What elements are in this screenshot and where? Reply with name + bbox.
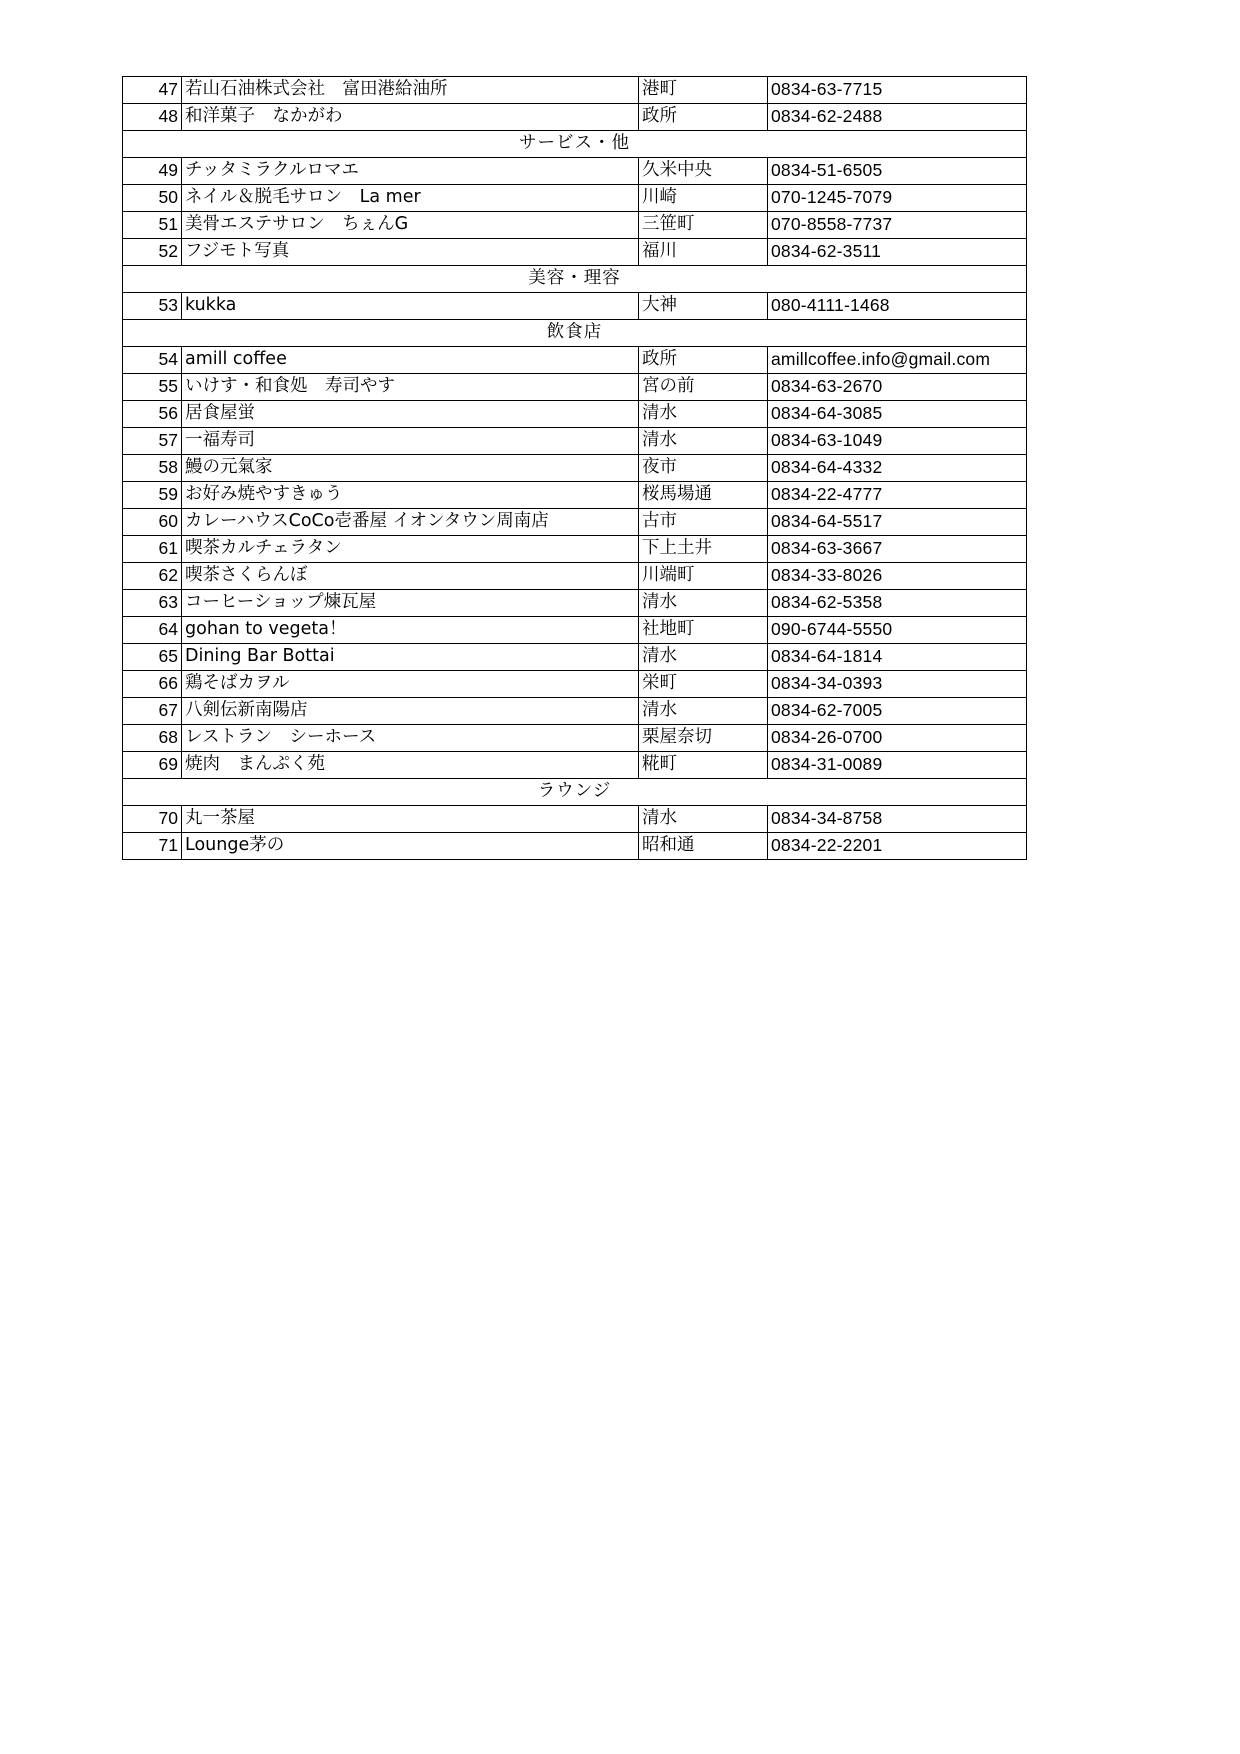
business-name: フジモト写真 — [182, 239, 639, 266]
business-name: いけす・和食処 寿司やす — [182, 374, 639, 401]
section-header-row — [123, 779, 1027, 806]
business-area: 栄町 — [639, 671, 768, 698]
business-name: Lounge茅の — [182, 833, 639, 860]
business-listing-table — [122, 76, 1027, 860]
section-header-label: ラウンジ — [123, 779, 1027, 806]
row-number: 49 — [123, 158, 182, 185]
business-contact: 0834-63-3667 — [768, 536, 1027, 563]
row-number: 51 — [123, 212, 182, 239]
business-name: 和洋菓子 なかがわ — [182, 104, 639, 131]
table-row — [123, 212, 1027, 239]
section-header-label: サービス・他 — [123, 131, 1027, 158]
business-contact: amillcoffee.info@gmail.com — [768, 347, 1027, 374]
table-row — [123, 833, 1027, 860]
row-number: 65 — [123, 644, 182, 671]
table-row — [123, 536, 1027, 563]
business-area: 福川 — [639, 239, 768, 266]
business-contact: 080-4111-1468 — [768, 293, 1027, 320]
business-contact: 0834-64-1814 — [768, 644, 1027, 671]
table-row — [123, 698, 1027, 725]
business-contact: 0834-51-6505 — [768, 158, 1027, 185]
business-name: 丸一茶屋 — [182, 806, 639, 833]
table-row — [123, 185, 1027, 212]
table-row — [123, 806, 1027, 833]
business-contact: 0834-62-5358 — [768, 590, 1027, 617]
business-name: amill coffee — [182, 347, 639, 374]
business-contact: 0834-33-8026 — [768, 563, 1027, 590]
row-number: 71 — [123, 833, 182, 860]
row-number: 58 — [123, 455, 182, 482]
business-contact: 0834-63-2670 — [768, 374, 1027, 401]
business-name: 喫茶さくらんぼ — [182, 563, 639, 590]
row-number: 66 — [123, 671, 182, 698]
business-area: 清水 — [639, 401, 768, 428]
table-row — [123, 644, 1027, 671]
business-contact: 070-8558-7737 — [768, 212, 1027, 239]
table-row — [123, 347, 1027, 374]
business-contact: 0834-34-0393 — [768, 671, 1027, 698]
section-header-label: 飲食店 — [123, 320, 1027, 347]
business-area: 糀町 — [639, 752, 768, 779]
table-row — [123, 401, 1027, 428]
business-contact: 0834-31-0089 — [768, 752, 1027, 779]
business-contact: 0834-22-4777 — [768, 482, 1027, 509]
business-contact: 0834-34-8758 — [768, 806, 1027, 833]
business-area: 社地町 — [639, 617, 768, 644]
business-name: 焼肉 まんぷく苑 — [182, 752, 639, 779]
business-area: 港町 — [639, 77, 768, 104]
row-number: 62 — [123, 563, 182, 590]
business-name: カレーハウスCoCo壱番屋 イオンタウン周南店 — [182, 509, 639, 536]
row-number: 61 — [123, 536, 182, 563]
business-name: チッタミラクルロマエ — [182, 158, 639, 185]
business-area: 桜馬場通 — [639, 482, 768, 509]
row-number: 48 — [123, 104, 182, 131]
business-contact: 090-6744-5550 — [768, 617, 1027, 644]
table-row — [123, 671, 1027, 698]
business-area: 川端町 — [639, 563, 768, 590]
business-name: ネイル＆脱毛サロン La mer — [182, 185, 639, 212]
table-row — [123, 617, 1027, 644]
row-number: 47 — [123, 77, 182, 104]
table-row — [123, 482, 1027, 509]
row-number: 57 — [123, 428, 182, 455]
business-area: 昭和通 — [639, 833, 768, 860]
table-row — [123, 239, 1027, 266]
business-area: 三笹町 — [639, 212, 768, 239]
business-name: 美骨エステサロン ちぇんG — [182, 212, 639, 239]
table-row — [123, 104, 1027, 131]
table-row — [123, 374, 1027, 401]
business-area: 宮の前 — [639, 374, 768, 401]
row-number: 68 — [123, 725, 182, 752]
business-area: 政所 — [639, 347, 768, 374]
business-name: gohan to vegeta！ — [182, 617, 639, 644]
business-contact: 0834-63-1049 — [768, 428, 1027, 455]
business-name: 一福寿司 — [182, 428, 639, 455]
business-area: 清水 — [639, 590, 768, 617]
row-number: 70 — [123, 806, 182, 833]
row-number: 56 — [123, 401, 182, 428]
table-row — [123, 590, 1027, 617]
business-name: 若山石油株式会社 富田港給油所 — [182, 77, 639, 104]
business-name: 喫茶カルチェラタン — [182, 536, 639, 563]
section-header-row — [123, 266, 1027, 293]
business-contact: 0834-63-7715 — [768, 77, 1027, 104]
row-number: 69 — [123, 752, 182, 779]
business-contact: 0834-62-2488 — [768, 104, 1027, 131]
business-contact: 0834-64-3085 — [768, 401, 1027, 428]
row-number: 63 — [123, 590, 182, 617]
business-area: 下上土井 — [639, 536, 768, 563]
row-number: 54 — [123, 347, 182, 374]
business-name: 八剣伝新南陽店 — [182, 698, 639, 725]
table-row — [123, 509, 1027, 536]
business-area: 清水 — [639, 806, 768, 833]
business-area: 清水 — [639, 644, 768, 671]
business-contact: 0834-22-2201 — [768, 833, 1027, 860]
business-area: 清水 — [639, 698, 768, 725]
business-contact: 0834-64-4332 — [768, 455, 1027, 482]
business-area: 川崎 — [639, 185, 768, 212]
section-header-row — [123, 320, 1027, 347]
business-contact: 0834-62-7005 — [768, 698, 1027, 725]
business-contact: 0834-26-0700 — [768, 725, 1027, 752]
row-number: 67 — [123, 698, 182, 725]
table-row — [123, 77, 1027, 104]
business-contact: 0834-62-3511 — [768, 239, 1027, 266]
table-row — [123, 563, 1027, 590]
business-area: 政所 — [639, 104, 768, 131]
section-header-row — [123, 131, 1027, 158]
row-number: 55 — [123, 374, 182, 401]
row-number: 53 — [123, 293, 182, 320]
business-area: 久米中央 — [639, 158, 768, 185]
business-area: 古市 — [639, 509, 768, 536]
section-header-label: 美容・理容 — [123, 266, 1027, 293]
business-name: レストラン シーホース — [182, 725, 639, 752]
table-row — [123, 455, 1027, 482]
row-number: 64 — [123, 617, 182, 644]
business-area: 夜市 — [639, 455, 768, 482]
business-name: Dining Bar Bottai — [182, 644, 639, 671]
business-contact: 070-1245-7079 — [768, 185, 1027, 212]
business-contact: 0834-64-5517 — [768, 509, 1027, 536]
business-name: コーヒーショップ煉瓦屋 — [182, 590, 639, 617]
business-name: お好み焼やすきゅう — [182, 482, 639, 509]
row-number: 52 — [123, 239, 182, 266]
table-row — [123, 293, 1027, 320]
table-row — [123, 428, 1027, 455]
row-number: 59 — [123, 482, 182, 509]
business-name: 鰻の元氣家 — [182, 455, 639, 482]
business-area: 大神 — [639, 293, 768, 320]
business-name: 居食屋蛍 — [182, 401, 639, 428]
business-name: 鶏そばカヲル — [182, 671, 639, 698]
table-row — [123, 725, 1027, 752]
row-number: 50 — [123, 185, 182, 212]
listing-table-body — [123, 77, 1027, 860]
table-row — [123, 752, 1027, 779]
row-number: 60 — [123, 509, 182, 536]
business-area: 栗屋奈切 — [639, 725, 768, 752]
business-name: kukka — [182, 293, 639, 320]
business-area: 清水 — [639, 428, 768, 455]
table-row — [123, 158, 1027, 185]
listing-table-wrapper — [122, 76, 1002, 860]
